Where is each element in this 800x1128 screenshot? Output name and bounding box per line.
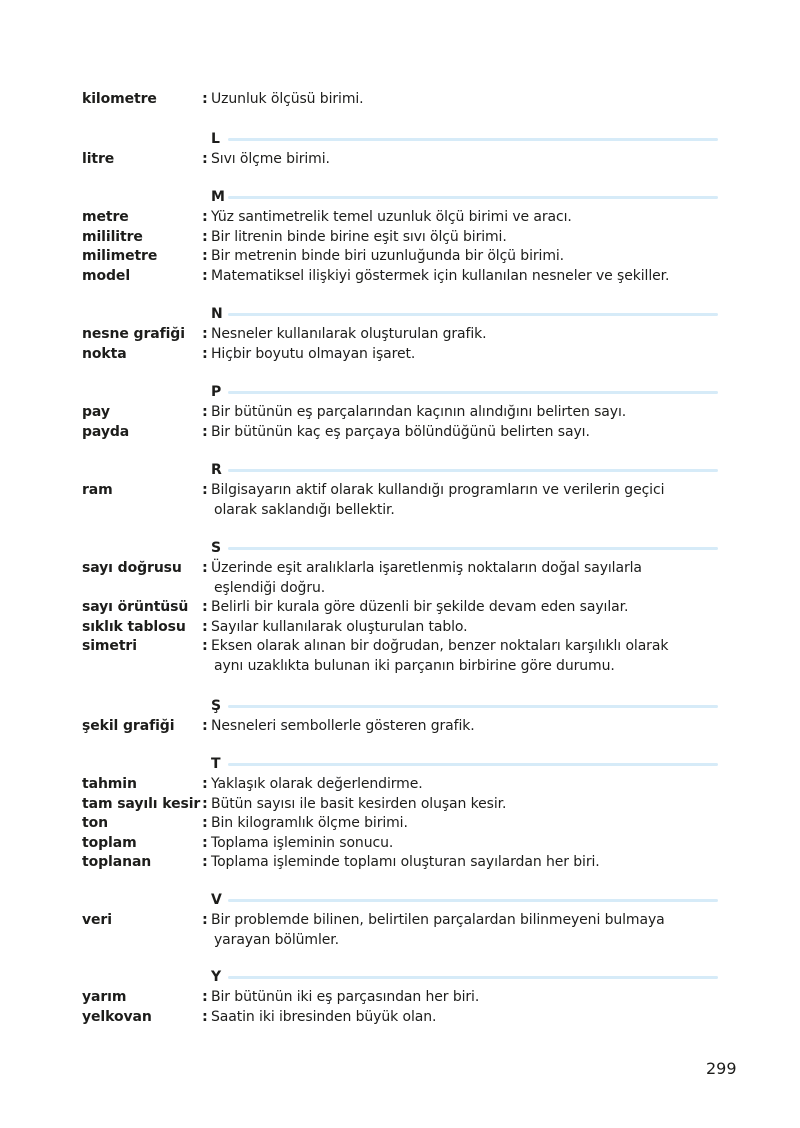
glossary-term: şekil grafiği xyxy=(82,718,175,734)
definition-colon: : xyxy=(202,404,208,420)
glossary-definition: Bir bütünün kaç eş parçaya bölündüğünü belirten sayı. xyxy=(211,423,590,440)
definition-colon: : xyxy=(202,91,208,107)
definition-colon: : xyxy=(202,815,208,831)
glossary-definition: Toplama işleminin sonucu. xyxy=(211,834,394,851)
definition-colon: : xyxy=(202,834,208,851)
glossary-definition: Yaklaşık olarak değerlendirme. xyxy=(211,776,423,792)
definition-colon: : xyxy=(202,718,208,734)
glossary-term: ton xyxy=(82,815,108,831)
glossary-definition: Bin kilogramlık ölçme birimi. xyxy=(211,815,408,831)
definition-colon: : xyxy=(202,151,208,167)
section-letter: M xyxy=(211,189,225,205)
definition-colon: : xyxy=(202,599,208,615)
definition-colon: : xyxy=(202,345,208,362)
section-letter: L xyxy=(211,131,220,147)
glossary-term: toplam xyxy=(82,834,137,851)
definition-colon: : xyxy=(202,228,208,245)
section-divider xyxy=(228,899,718,902)
page-number: 299 xyxy=(706,1059,737,1078)
glossary-definition-continued: eşlendiği doğru. xyxy=(214,579,326,596)
section-letter: Ş xyxy=(211,698,222,714)
glossary-definition: Nesneler kullanılarak oluşturulan grafik. xyxy=(211,326,487,342)
glossary-definition-continued: olarak saklandığı bellektir. xyxy=(214,501,395,518)
glossary-term: litre xyxy=(82,151,115,167)
definition-colon: : xyxy=(202,1008,208,1025)
section-divider xyxy=(228,705,718,708)
glossary-definition: Matematiksel ilişkiyi göstermek için kullanılan nesneler ve şekiller. xyxy=(211,267,670,284)
glossary-definition-continued: aynı uzaklıkta bulunan iki parçanın birbirine göre durumu. xyxy=(214,657,615,674)
glossary-definition: Hiçbir boyutu olmayan işaret. xyxy=(211,345,416,362)
glossary-term: ram xyxy=(82,482,113,498)
section-divider xyxy=(228,469,718,472)
section-divider xyxy=(228,196,718,199)
definition-colon: : xyxy=(202,854,208,870)
glossary-definition-continued: yarayan bölümler. xyxy=(214,931,339,948)
glossary-definition: Bir bütünün iki eş parçasından her biri. xyxy=(211,989,480,1005)
definition-colon: : xyxy=(202,618,208,635)
section-letter: N xyxy=(211,306,223,322)
definition-colon: : xyxy=(202,912,208,928)
glossary-term: mililitre xyxy=(82,228,143,245)
glossary-term: kilometre xyxy=(82,91,157,107)
section-letter: T xyxy=(211,756,221,772)
definition-colon: : xyxy=(202,795,208,812)
glossary-term: nesne grafiği xyxy=(82,326,185,342)
section-divider xyxy=(228,313,718,316)
glossary-definition: Sıvı ölçme birimi. xyxy=(211,151,330,167)
section-divider xyxy=(228,391,718,394)
glossary-definition: Bir bütünün eş parçalarından kaçının alındığını belirten sayı. xyxy=(211,404,627,420)
glossary-definition: Sayılar kullanılarak oluşturulan tablo. xyxy=(211,618,468,635)
glossary-term: sayı doğrusu xyxy=(82,560,182,576)
glossary-definition: Bütün sayısı ile basit kesirden oluşan kesir. xyxy=(211,795,507,812)
section-divider xyxy=(228,547,718,550)
section-divider xyxy=(228,138,718,141)
glossary-definition: Eksen olarak alınan bir doğrudan, benzer noktaları karşılıklı olarak xyxy=(211,638,669,654)
glossary-term: veri xyxy=(82,912,112,928)
definition-colon: : xyxy=(202,560,208,576)
glossary-definition: Yüz santimetrelik temel uzunluk ölçü birimi ve aracı. xyxy=(211,209,572,225)
definition-colon: : xyxy=(202,482,208,498)
glossary-definition: Toplama işleminde toplamı oluşturan sayılardan her biri. xyxy=(211,854,600,870)
glossary-term: milimetre xyxy=(82,248,158,264)
section-letter: P xyxy=(211,384,222,400)
glossary-definition: Bir problemde bilinen, belirtilen parçalardan bilinmeyeni bulmaya xyxy=(211,912,665,928)
section-divider xyxy=(228,763,718,766)
section-letter: S xyxy=(211,540,222,556)
section-letter: V xyxy=(211,892,222,908)
definition-colon: : xyxy=(202,776,208,792)
glossary-definition: Bilgisayarın aktif olarak kullandığı programların ve verilerin geçici xyxy=(211,482,665,498)
definition-colon: : xyxy=(202,989,208,1005)
glossary-term: tahmin xyxy=(82,776,137,792)
glossary-term: sıklık tablosu xyxy=(82,618,186,635)
glossary-definition: Üzerinde eşit aralıklarla işaretlenmiş noktaların doğal sayılarla xyxy=(211,560,642,576)
glossary-term: nokta xyxy=(82,345,127,362)
glossary-definition: Saatin iki ibresinden büyük olan. xyxy=(211,1008,437,1025)
glossary-term: payda xyxy=(82,423,130,440)
definition-colon: : xyxy=(202,326,208,342)
glossary-term: toplanan xyxy=(82,854,152,870)
glossary-term: simetri xyxy=(82,638,137,654)
definition-colon: : xyxy=(202,638,208,654)
glossary-term: tam sayılı kesir xyxy=(82,795,201,812)
definition-colon: : xyxy=(202,248,208,264)
glossary-term: metre xyxy=(82,209,129,225)
glossary-term: pay xyxy=(82,404,110,420)
glossary-definition: Bir metrenin binde biri uzunluğunda bir ölçü birimi. xyxy=(211,248,564,264)
glossary-term: sayı örüntüsü xyxy=(82,599,189,615)
glossary-definition: Uzunluk ölçüsü birimi. xyxy=(211,91,364,107)
definition-colon: : xyxy=(202,209,208,225)
section-letter: R xyxy=(211,462,222,478)
section-divider xyxy=(228,976,718,979)
definition-colon: : xyxy=(202,267,208,284)
glossary-term: yelkovan xyxy=(82,1008,152,1025)
glossary-definition: Belirli bir kurala göre düzenli bir şekilde devam eden sayılar. xyxy=(211,599,629,615)
glossary-definition: Bir litrenin binde birine eşit sıvı ölçü birimi. xyxy=(211,228,507,245)
glossary-term: model xyxy=(82,267,131,284)
glossary-term: yarım xyxy=(82,989,127,1005)
definition-colon: : xyxy=(202,423,208,440)
glossary-definition: Nesneleri sembollerle gösteren grafik. xyxy=(211,718,475,734)
section-letter: Y xyxy=(211,969,222,985)
